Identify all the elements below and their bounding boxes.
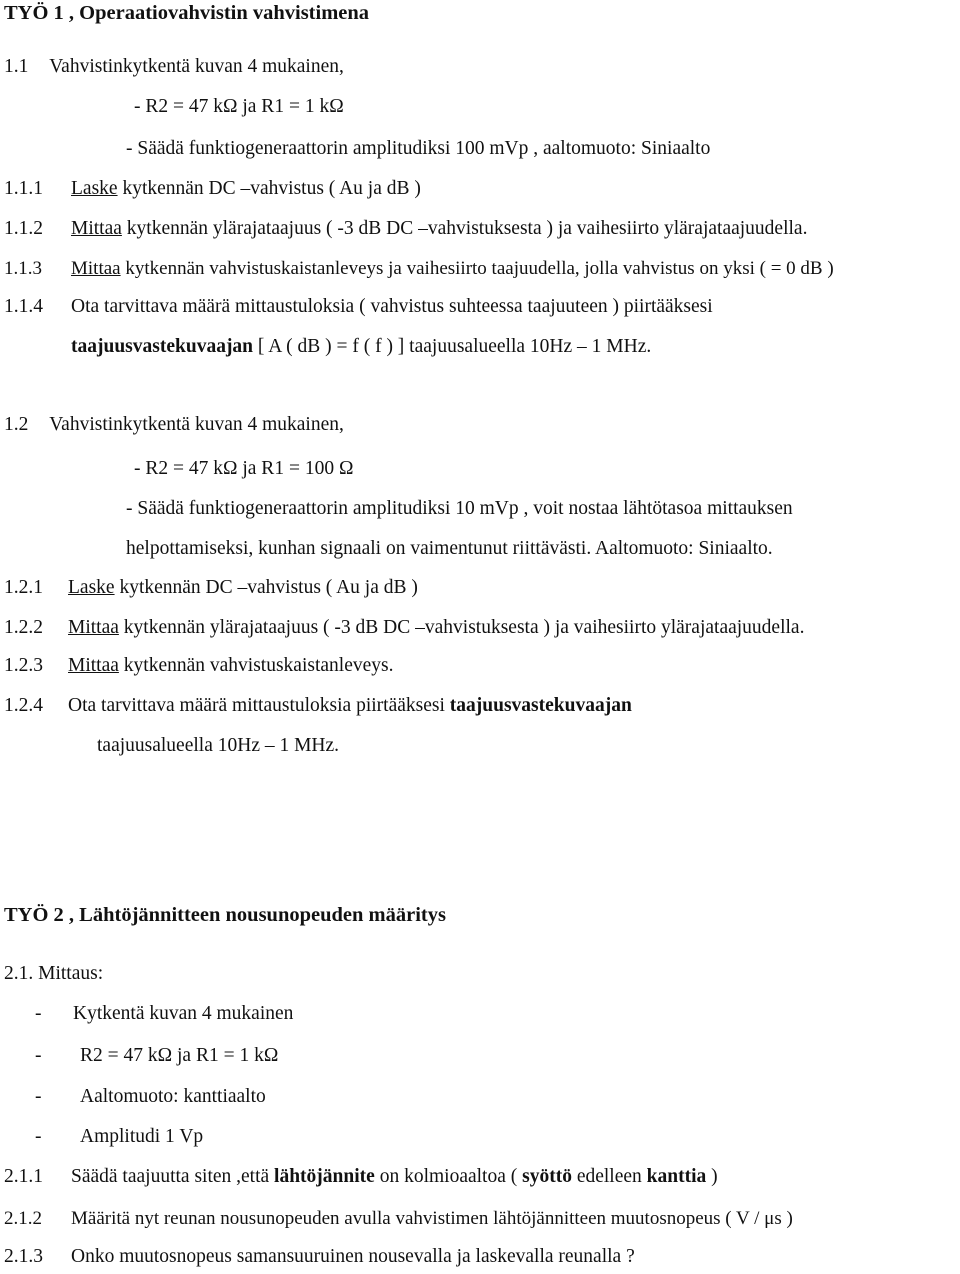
task-1-1-2 xyxy=(4,217,808,241)
task-verb: Laske xyxy=(71,178,118,199)
bullet-dash: - xyxy=(35,1086,42,1107)
section-text: Vahvistinkytkentä kuvan 4 mukainen, xyxy=(49,56,344,77)
function-generator-setting: - Säädä funktiogeneraattorin amplitudiksi 100 mVp , aaltomuoto: Siniaalto xyxy=(126,138,711,159)
task-text xyxy=(68,616,804,640)
bullet-text: Kytkentä kuvan 4 mukainen xyxy=(73,1003,294,1024)
task-verb: Mittaa xyxy=(71,218,122,239)
task-verb: Mittaa xyxy=(71,258,121,279)
function-generator-setting: - Säädä funktiogeneraattorin amplitudiksi 10 mVp , voit nostaa lähtötasoa mittauksen xyxy=(126,498,793,519)
task-number: 2.1.1 xyxy=(4,1166,43,1187)
section-1-2 xyxy=(4,413,344,437)
task-body: Ota tarvittava määrä mittaustuloksia piirtääksesi xyxy=(68,695,450,716)
bullet-item xyxy=(35,1085,266,1109)
task-number: 1.1.2 xyxy=(4,218,43,239)
section-2-1-heading: 2.1. Mittaus: xyxy=(4,963,104,984)
section-text: Vahvistinkytkentä kuvan 4 mukainen, xyxy=(49,414,344,435)
task-text xyxy=(68,694,632,718)
emphasis-term: syöttö xyxy=(522,1166,572,1187)
task-2-1-3 xyxy=(4,1245,635,1269)
task-number: 1.2.3 xyxy=(4,655,43,676)
bullet-text: Amplitudi 1 Vp xyxy=(80,1126,204,1147)
task-verb: Laske xyxy=(68,577,115,598)
task-1-1-1 xyxy=(4,177,421,201)
emphasis-term: taajuusvastekuvaajan xyxy=(449,695,632,716)
task-number: 1.1.1 xyxy=(4,178,43,199)
task-2-1-2 xyxy=(4,1207,793,1231)
task-body: kytkennän DC –vahvistus ( Au ja dB ) xyxy=(117,178,421,199)
task-1-2-1 xyxy=(4,576,418,600)
emphasis-term: lähtöjännite xyxy=(274,1166,375,1187)
task-number: 1.1.4 xyxy=(4,296,43,317)
bullet-item xyxy=(35,1002,294,1026)
task-body: [ A ( dB ) = f ( f ) ] taajuusalueella 10Hz – 1 MHz. xyxy=(253,336,652,357)
section-number: 1.1 xyxy=(4,56,29,77)
task-text: Määritä nyt reunan nousunopeuden avulla vahvistimen lähtöjännitteen muutosnopeus ( V / μs ) xyxy=(71,1208,793,1229)
task-text: Onko muutosnopeus samansuuruinen nousevalla ja laskevalla reunalla ? xyxy=(71,1246,635,1267)
task-text xyxy=(71,177,421,201)
emphasis-term: kanttia xyxy=(646,1166,707,1187)
section-1-1 xyxy=(4,55,344,79)
task-text: Säädä taajuutta siten ,että lähtöjännite on kolmioaaltoa ( syöttö edelleen kanttia ) xyxy=(71,1166,718,1187)
bullet-text: Aaltomuoto: kanttiaalto xyxy=(80,1086,266,1107)
task-text xyxy=(68,576,418,600)
task-number: 2.1.2 xyxy=(4,1208,42,1229)
tyo2-title: TYÖ 2 , Lähtöjännitteen nousunopeuden määritys xyxy=(4,904,446,926)
bullet-text: R2 = 47 kΩ ja R1 = 1 kΩ xyxy=(80,1045,279,1066)
resistor-values: - R2 = 47 kΩ ja R1 = 100 Ω xyxy=(134,458,354,479)
task-number: 2.1.3 xyxy=(4,1246,43,1267)
task-2-1-1 xyxy=(4,1165,718,1189)
bullet-item xyxy=(35,1125,204,1149)
task-body: kytkennän ylärajataajuus ( -3 dB DC –vahvistuksesta ) ja vaihesiirto ylärajataajuudella. xyxy=(121,218,808,239)
task-1-2-4 xyxy=(4,694,632,718)
task-1-1-4-continued xyxy=(71,335,651,359)
emphasis-term: taajuusvastekuvaajan xyxy=(71,336,254,357)
task-body: kytkennän vahvistuskaistanleveys. xyxy=(118,655,394,676)
task-body: kytkennän DC –vahvistus ( Au ja dB ) xyxy=(114,577,418,598)
bullet-dash: - xyxy=(35,1126,42,1147)
task-number: 1.2.4 xyxy=(4,695,43,716)
tyo1-title: TYÖ 1 , Operaatiovahvistin vahvistimena xyxy=(4,2,370,24)
bullet-item xyxy=(35,1044,279,1068)
task-1-2-2 xyxy=(4,616,805,640)
task-body: kytkennän vahvistuskaistanleveys ja vaihesiirto taajuudella, jolla vahvistus on yksi ( = 0 dB ) xyxy=(120,258,834,279)
task-text xyxy=(71,257,834,281)
task-text xyxy=(68,654,393,678)
task-text xyxy=(71,217,807,241)
task-1-1-4 xyxy=(4,295,713,319)
task-verb: Mittaa xyxy=(68,617,119,638)
task-number: 1.2.1 xyxy=(4,577,43,598)
task-text: Ota tarvittava määrä mittaustuloksia ( vahvistus suhteessa taajuuteen ) piirtääksesi xyxy=(71,296,713,317)
section-number: 1.2 xyxy=(4,414,29,435)
resistor-values: - R2 = 47 kΩ ja R1 = 1 kΩ xyxy=(134,96,344,117)
bullet-dash: - xyxy=(35,1045,42,1066)
bullet-dash: - xyxy=(35,1003,42,1024)
task-number: 1.1.3 xyxy=(4,258,42,279)
task-body: kytkennän ylärajataajuus ( -3 dB DC –vahvistuksesta ) ja vaihesiirto ylärajataajuudella. xyxy=(118,617,805,638)
function-generator-setting-continued: helpottamiseksi, kunhan signaali on vaimentunut riittävästi. Aaltomuoto: Siniaalto. xyxy=(126,538,773,559)
task-number: 1.2.2 xyxy=(4,617,43,638)
task-1-1-3 xyxy=(4,257,834,281)
task-1-2-3 xyxy=(4,654,394,678)
task-1-2-4-continued: taajuusalueella 10Hz – 1 MHz. xyxy=(97,735,340,756)
task-verb: Mittaa xyxy=(68,655,119,676)
